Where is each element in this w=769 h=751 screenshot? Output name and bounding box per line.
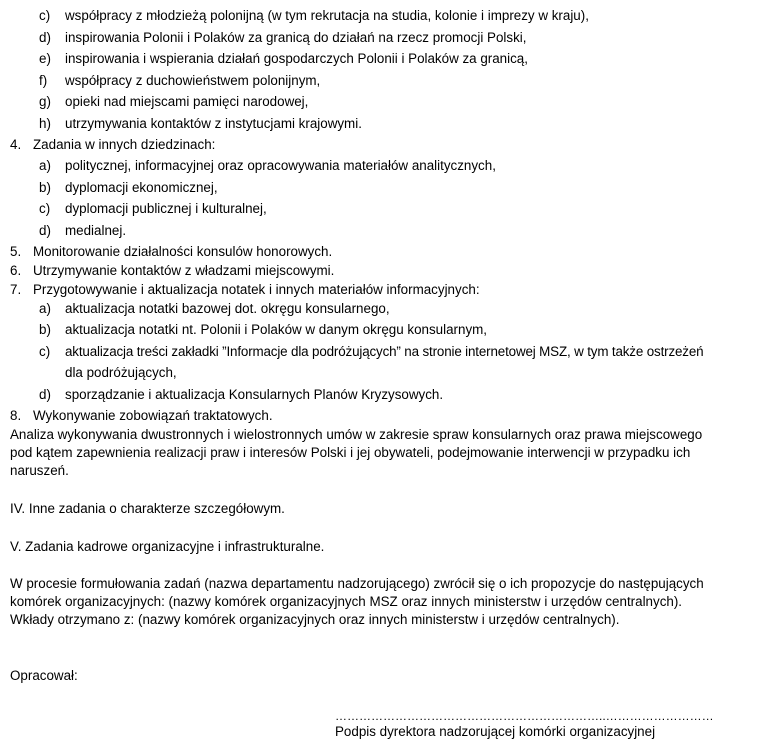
item-text: Utrzymywanie kontaktów z władzami miejscowymi. <box>33 263 335 278</box>
item-number: 5. <box>10 244 22 259</box>
list-item-text: opieki nad miejscami pamięci narodowej, <box>65 94 309 109</box>
process-line: Wkłady otrzymano z: (nazwy komórek organizacyjnych oraz innych ministerstw i urzędów centralnych). <box>10 612 620 627</box>
list-item-text: inspirowania i wspierania działań gospodarczych Polonii i Polaków za granicą, <box>65 51 528 66</box>
list-item-letter: g) <box>39 94 51 109</box>
list-item-text: dyplomacji ekonomicznej, <box>65 180 218 195</box>
process-line: W procesie formułowania zadań (nazwa departamentu nadzorującego) zwrócił się o ich propozycje do następujących <box>10 576 704 591</box>
section-heading-v: V. Zadania kadrowe organizacyjne i infrastrukturalne. <box>10 539 325 554</box>
list-item-text: współpracy z duchowieństwem polonijnym, <box>65 73 321 88</box>
list-item-letter: b) <box>39 180 51 195</box>
list-item-letter: a) <box>39 301 51 316</box>
analysis-line: pod kątem zapewnienia realizacji praw i interesów Polski i jej obywateli, podejmowanie interwencji w przypadku ich <box>10 445 691 460</box>
list-item-letter: b) <box>39 322 51 337</box>
list-item-letter: a) <box>39 158 51 173</box>
list-item-letter: c) <box>39 201 51 216</box>
item-heading: Zadania w innych dziedzinach: <box>33 137 216 152</box>
list-item-text-continued: dla podróżujących, <box>65 365 177 380</box>
list-item-letter: d) <box>39 30 51 45</box>
signature-label: Podpis dyrektora nadzorującej komórki organizacyjnej <box>335 724 656 739</box>
list-item-text: medialnej. <box>65 223 127 238</box>
prepared-by-label: Opracował: <box>10 668 78 683</box>
item-text: Wykonywanie zobowiązań traktatowych. <box>33 408 273 423</box>
item-number: 7. <box>10 282 22 297</box>
item-number: 4. <box>10 137 22 152</box>
list-item-text: współpracy z młodzieżą polonijną (w tym rekrutacja na studia, kolonie i imprezy w kraju), <box>65 8 589 23</box>
list-item-text: aktualizacja notatki bazowej dot. okręgu konsularnego, <box>65 301 390 316</box>
list-item-letter: c) <box>39 344 51 359</box>
list-item-letter: d) <box>39 223 51 238</box>
list-item-letter: c) <box>39 8 51 23</box>
list-item-letter: h) <box>39 116 51 131</box>
list-item-text: aktualizacja treści zakładki ”Informacje dla podróżujących” na stronie internetowej MSZ, w tym także ostrzeżeń <box>65 344 704 359</box>
list-item-text: inspirowania Polonii i Polaków za granicą do działań na rzecz promocji Polski, <box>65 30 527 45</box>
list-item-text: aktualizacja notatki nt. Polonii i Polaków w danym okręgu konsularnym, <box>65 322 488 337</box>
list-item-text: politycznej, informacyjnej oraz opracowywania materiałów analitycznych, <box>65 158 496 173</box>
item-number: 8. <box>10 408 22 423</box>
list-item-text: dyplomacji publicznej i kulturalnej, <box>65 201 267 216</box>
analysis-line: Analiza wykonywania dwustronnych i wielostronnych umów w zakresie spraw konsularnych oraz prawa miejscowego <box>10 427 703 442</box>
section-heading-iv: IV. Inne zadania o charakterze szczegółowym. <box>10 501 285 516</box>
item-heading: Przygotowywanie i aktualizacja notatek i innych materiałów informacyjnych: <box>33 282 480 297</box>
analysis-line: naruszeń. <box>10 463 69 478</box>
list-item-letter: f) <box>39 73 48 88</box>
list-item-text: sporządzanie i aktualizacja Konsularnych Planów Kryzysowych. <box>65 387 444 402</box>
list-item-text: utrzymywania kontaktów z instytucjami krajowymi. <box>65 116 362 131</box>
item-number: 6. <box>10 263 22 278</box>
list-item-letter: d) <box>39 387 51 402</box>
list-item-letter: e) <box>39 51 51 66</box>
signature-line: …………………………………………………………..……………………… <box>335 709 714 723</box>
process-line: komórek organizacyjnych: (nazwy komórek organizacyjnych MSZ oraz innych ministerstw i urzędów centralnych). <box>10 594 683 609</box>
item-text: Monitorowanie działalności konsulów honorowych. <box>33 244 333 259</box>
